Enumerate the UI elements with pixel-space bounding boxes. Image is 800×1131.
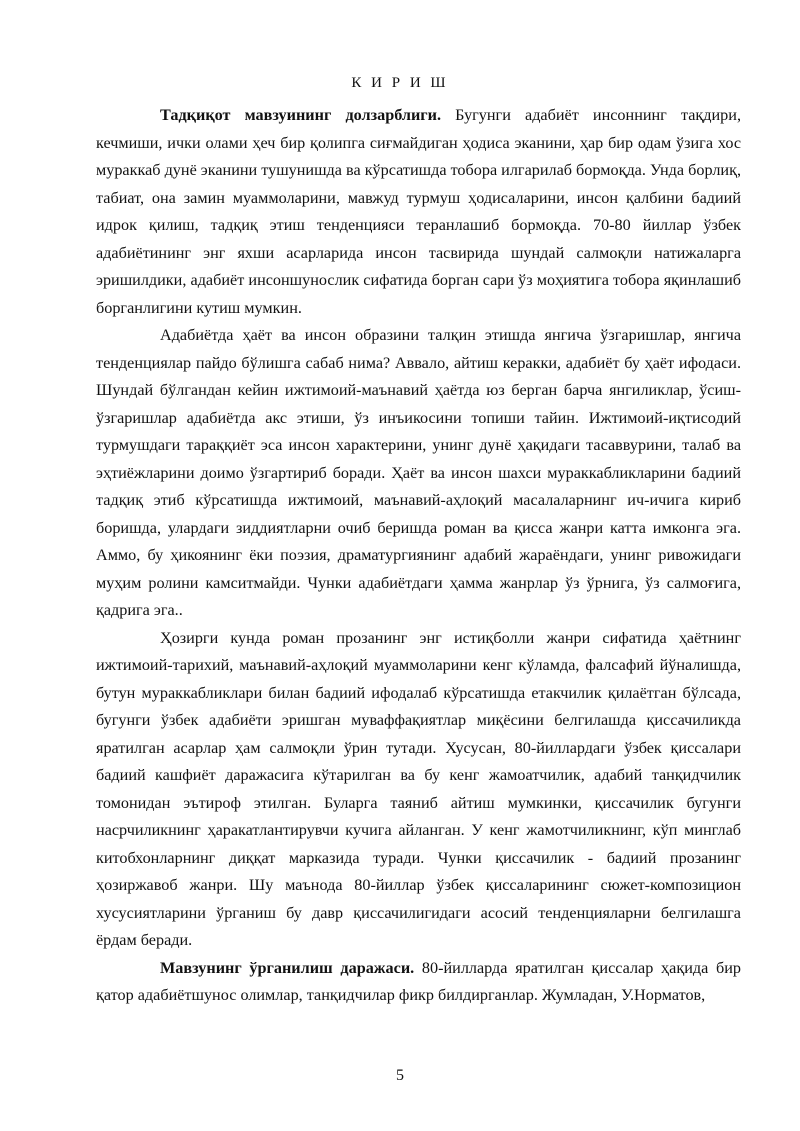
paragraph-literature-changes: [96, 322, 741, 625]
paragraph-relevance: [96, 102, 741, 322]
paragraph-text: 80-йилларда яратилган қиссалар ҳақида бир қатор адабиётшунос олимлар, танқидчилар фикр билдирганлар. Жумладан, У.Норматов,: [96, 958, 741, 1004]
paragraph-study-degree: [96, 955, 741, 1010]
page-heading: К И Р И Ш: [351, 75, 449, 91]
paragraph-lead: Тадқиқот мавзуининг долзарблиги.: [160, 106, 442, 124]
paragraph-text: Бугунги адабиёт инсоннинг тақдири, кечмиши, ички олами ҳеч бир қолипга сиғмайдиган ҳодиса эканини, ҳар бир одам ўзига хос мураккаб дунё эканини тушунишда ва кўрсатишда тобора илгарилаб бормоқда. Унда борлиқ, табиат, она замин муаммоларини, мавжуд турмуш ҳодисаларини, инсон қалбини бадиий идрок қилиш, тадқиқ этиш тенденцияси теранлашиб бормоқда. 70-80 йиллар ўзбек адабиётининг энг яхши асарларида инсон тасвирида шундай салмоқли натижаларга эришилдики, адабиёт инсоншунослик сифатида борган сари ўз моҳиятига тобора яқинлашиб борганлигини кутиш мумкин.: [96, 106, 741, 317]
paragraph-novel-prose: [96, 625, 741, 955]
paragraph-text: Адабиётда ҳаёт ва инсон образини талқин этишда янгича ўзгаришлар, янгича тенденциялар пайдо бўлишга сабаб нима? Аввало, айтиш керакки, адабиёт бу ҳаёт ифодаси. Шундай бўлгандан кейин ижтимоий-маънавий ҳаётда юз берган барча янгиликлар, ўсиш-ўзгаришлар адабиётда акс этиши, ўз инъикосини топиши тайин. Ижтимоий-иқтисодий турмушдаги тараққиёт эса инсон характерини, унинг дунё ҳақидаги тасаввурини, талаб ва эҳтиёжларини доимо ўзгартириб боради. Ҳаёт ва инсон шахси мураккабликларини бадиий тадқиқ этиб кўрсатишда ижтимоий, маънавий-аҳлоқий масалаларнинг ич-ичига кириб боришда, улардаги зиддиятларни очиб беришда роман ва қисса жанри катта имконга эга. Аммо, бу ҳикоянинг ёки поэзия, драматургиянинг адабий жараёндаги, унинг ривожидаги муҳим ролини камситмайди. Чунки адабиётдаги ҳамма жанрлар ўз ўрнига, ўз салмоғига, қадрига эга..: [96, 326, 741, 619]
document-body: [96, 102, 741, 1010]
page-number: 5: [396, 1067, 404, 1084]
paragraph-text: Ҳозирги кунда роман прозанинг энг истиқболли жанри сифатида ҳаётнинг ижтимоий-тарихий, маънавий-аҳлоқий муаммоларини кенг кўламда, фалсафий йўналишда, бутун мураккабликлари билан бадиий ифодалаб кўрсатишда етакчилик қилаётган бўлсада, бугунги ўзбек адабиёти эришган муваффақиятлар миқёсини белгилашда қиссачиликда яратилган асарлар ҳам салмоқли ўрин тутади. Хусусан, 80-йиллардаги ўзбек қиссалари бадиий кашфиёт даражасига кўтарилган ва бу кенг жамоатчилик, адабий танқидчилик томонидан эътироф этилган. Буларга таяниб айтиш мумкинки, қиссачилик бугунги насрчиликнинг ҳаракатлантирувчи кучига айланган. У кенг жамотчиликнинг, кўп минглаб китобхонларнинг диққат марказида туради. Чунки қиссачилик - бадиий прозанинг ҳозиржавоб жанри. Шу маънода 80-йиллар ўзбек қиссаларининг сюжет-композицион хусусиятларини ўрганиш бу давр қиссачилигидаги асосий тенденцияларни белгилашга ёрдам беради.: [96, 628, 741, 949]
paragraph-lead: Мавзунинг ўрганилиш даражаси.: [160, 958, 415, 977]
